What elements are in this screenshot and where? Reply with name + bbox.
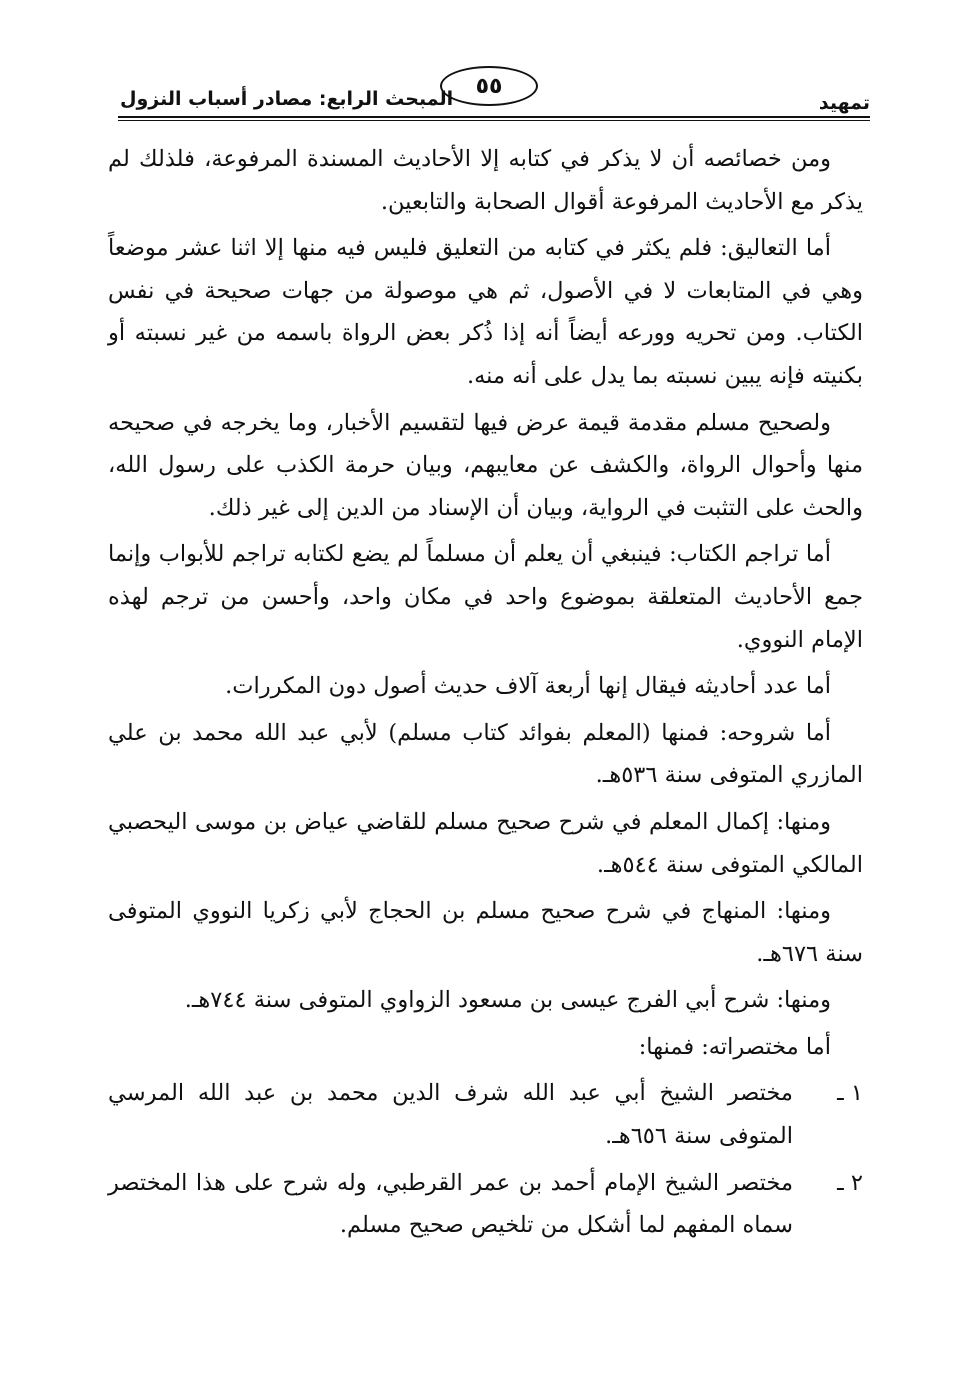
list-item-text: مختصر الشيخ الإمام أحمد بن عمر القرطبي، وله شرح على هذا المختصر سماه المفهم لما أشكل من تلخيص صحيح مسلم. bbox=[108, 1169, 793, 1239]
paragraph: ومنها: شرح أبي الفرج عيسى بن مسعود الزواوي المتوفى سنة ٧٤٤هـ. bbox=[184, 987, 831, 1014]
chapter-title: تمهيد bbox=[818, 92, 870, 114]
list-item-number: ٢ ـ bbox=[837, 1169, 863, 1196]
paragraph: ومنها: المنهاج في شرح صحيح مسلم بن الحجاج لأبي زكريا النووي المتوفى سنة ٦٧٦هـ. bbox=[108, 898, 863, 967]
page-body bbox=[108, 138, 863, 1251]
list-item bbox=[108, 1162, 863, 1247]
paragraph: أما تراجم الكتاب: فينبغي أن يعلم أن مسلماً لم يضع لكتابه تراجم للأبواب وإنما جمع الأحاديث المتعلقة بموضوع واحد في مكان واحد، وأحسن من ترجم لهذه الإمام النووي. bbox=[108, 541, 863, 653]
paragraph: ومنها: إكمال المعلم في شرح صحيح مسلم للقاضي عياض بن موسى اليحصبي المالكي المتوفى سنة ٥٤٤هـ. bbox=[108, 808, 863, 878]
paragraph: أما مختصراته: فمنها: bbox=[638, 1033, 831, 1060]
page-number-oval bbox=[440, 66, 538, 106]
list-item-number: ١ ـ bbox=[837, 1080, 863, 1107]
section-title: المبحث الرابع: مصادر أسباب النزول bbox=[120, 88, 454, 110]
paragraph: أما عدد أحاديثه فيقال إنها أربعة آلاف حديث أصول دون المكررات. bbox=[225, 673, 831, 700]
header-divider bbox=[118, 116, 870, 121]
paragraph: ومن خصائصه أن لا يذكر في كتابه إلا الأحاديث المسندة المرفوعة، فلذلك لم يذكر مع الأحاديث المرفوعة أقوال الصحابة والتابعين. bbox=[108, 146, 863, 215]
paragraph: أما شروحه: فمنها (المعلم بفوائد كتاب مسلم) لأبي عبد الله محمد بن علي المازري المتوفى سنة ٥٣٦هـ. bbox=[108, 719, 863, 789]
list-item-text: مختصر الشيخ أبي عبد الله شرف الدين محمد بن عبد الله المرسي المتوفى سنة ٦٥٦هـ. bbox=[108, 1080, 793, 1150]
list-item bbox=[108, 1072, 863, 1157]
paragraph: أما التعاليق: فلم يكثر في كتابه من التعليق فليس فيه منها إلا اثنا عشر موضعاً وهي في المتابعات لا في الأصول، ثم هي موصولة من جهات صحيحة في نفس الكتاب. ومن تحريه وورعه أيضاً أنه إذا ذُكر بعض الرواة باسمه من غير نسبته أو بكنيته فإنه يبين نسبته بما يدل على أنه منه. bbox=[108, 235, 863, 389]
page-number: ٥٥ bbox=[475, 73, 503, 99]
paragraph: ولصحيح مسلم مقدمة قيمة عرض فيها لتقسيم الأخبار، وما يخرجه في صحيحه منها وأحوال الرواة، والكشف عن معايبهم، وبيان حرمة الكذب على رسول الله، والحث على التثبت في الرواية، وبيان أن الإسناد من الدين إلى غير ذلك. bbox=[108, 409, 863, 521]
page-header bbox=[100, 62, 870, 112]
